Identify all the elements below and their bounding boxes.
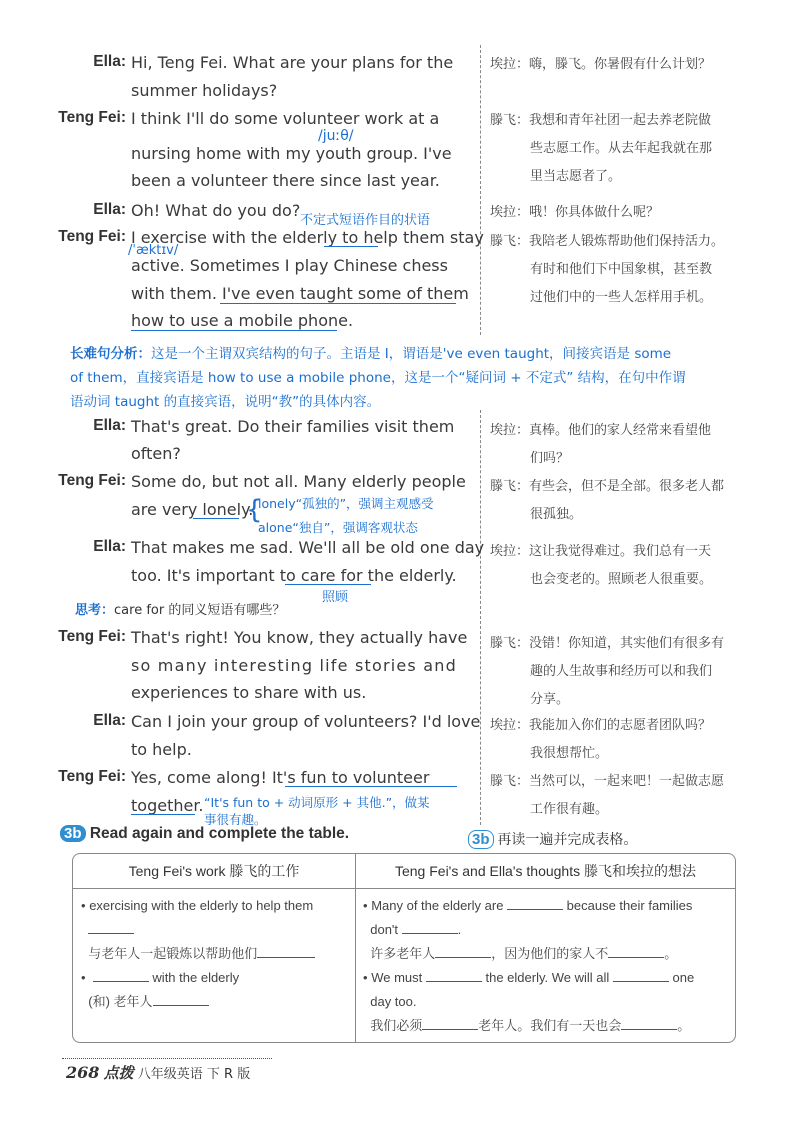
translation-line: 我很想帮忙。 (530, 746, 609, 761)
thought-item-cont (363, 990, 729, 1014)
dialogue-line: That's right! You know, they actually have (131, 628, 468, 647)
period: 。 (677, 1018, 691, 1033)
dialogue-line: are very lonely. (131, 500, 254, 519)
dialogue-line: Yes, come along! It's fun to volunteer (131, 768, 430, 787)
dialogue-line: been a volunteer there since last year. (131, 171, 440, 190)
answer-blank[interactable] (257, 943, 315, 958)
translation-line: 埃拉：真棒。他们的家人经常来看望他 (490, 423, 712, 438)
answer-blank[interactable] (422, 1015, 478, 1030)
bullet: • (81, 898, 86, 913)
translation-line: 们吗？ (530, 451, 570, 466)
dialogue-line: how to use a mobile phone. (131, 311, 354, 330)
translation-line: 趣的人生故事和经历可以和我们 (530, 664, 713, 679)
analysis-text: 这是一个主谓双宾结构的句子。主语是 I，谓语是've even taught，间接宾语是 some (151, 346, 672, 362)
analysis-line: 语动词 taught 的直接宾语，说明“教”的具体内容。 (70, 394, 381, 410)
thought-text: Many of the elderly are (371, 898, 504, 913)
work-item-text: with the elderly (152, 970, 240, 985)
speaker-label: Teng Fei: (58, 472, 126, 489)
analysis-line (70, 342, 750, 366)
answer-blank[interactable] (426, 967, 482, 982)
dialogue-line: together. (131, 796, 204, 815)
task-instruction: Read again and complete the table. (89, 825, 350, 842)
brace-mark: { (246, 495, 263, 525)
thought-text: because their families (566, 898, 693, 913)
answer-blank[interactable] (608, 943, 664, 958)
answer-blank[interactable] (507, 895, 563, 910)
sentence-analysis (70, 342, 750, 414)
translation-line: 里当志愿者了。 (530, 169, 622, 184)
completion-table (72, 853, 736, 1043)
work-item-text: exercising with the elderly to help them (89, 898, 314, 913)
vocab-annotation: alone“独自”，强调客观状态 (258, 520, 418, 535)
speaker-label: Ella: (93, 417, 126, 434)
translation-line: 埃拉：嗨，滕飞。你暑假有什么计划？ (490, 57, 712, 72)
dialogue-line: Can I join your group of volunteers? I'd love (131, 712, 481, 731)
thought-text: one (672, 970, 695, 985)
task-badge: 3b (60, 825, 86, 842)
translation-line: 很孤独。 (530, 507, 583, 522)
underline-mark (131, 814, 195, 815)
bullet: • (363, 970, 368, 985)
think-prompt (75, 599, 285, 618)
underline-mark (193, 518, 239, 519)
footer-rule (62, 1058, 272, 1059)
answer-blank[interactable] (613, 967, 669, 982)
page-number: 268 (66, 1063, 100, 1082)
dialogue-line: often? (131, 444, 181, 463)
thought-item-cn (363, 942, 729, 966)
thought-text: the elderly. We will all (485, 970, 610, 985)
period: 。 (664, 946, 678, 961)
translation-line: 过他们中的一些人怎样用手机。 (530, 290, 713, 305)
thought-cn-text: ，因为他们的家人不 (491, 946, 609, 961)
underline-mark (220, 303, 456, 304)
thought-item (363, 894, 729, 918)
answer-blank[interactable] (88, 919, 134, 934)
dialogue-line (131, 228, 484, 247)
table-column-divider (355, 888, 356, 1042)
speaker-label: Ella: (93, 53, 126, 70)
translation-line: 埃拉：这让我觉得难过。我们总有一天 (490, 544, 712, 559)
dialogue-line: experiences to share with us. (131, 683, 367, 702)
task-heading-cn (468, 829, 637, 849)
meaning-annotation: 照顾 (322, 590, 349, 605)
analysis-line: of them，直接宾语是 how to use a mobile phone，这是一个“疑问词 + 不定式” 结构，在句中作谓 (70, 370, 686, 386)
dialogue-line: Hi, Teng Fei. What are your plans for the (131, 53, 454, 72)
dialogue-line: summer holidays? (131, 81, 278, 100)
table-cell-work (81, 894, 353, 1014)
bullet: • (81, 970, 86, 985)
dialogue-line: to help. (131, 740, 192, 759)
thought-text: day too. (370, 994, 417, 1009)
translation-line: 滕飞：没错！你知道，其实他们有很多有 (490, 636, 725, 651)
speaker-label: Teng Fei: (58, 768, 126, 785)
answer-blank[interactable] (153, 991, 209, 1006)
task-badge-cn: 3b (468, 830, 494, 849)
dialogue-line: so many interesting life stories and (131, 656, 457, 675)
translation-line: 也会变老的。照顾老人很重要。 (530, 572, 713, 587)
dialogue-text: I exercise with the elderly to help them stay (131, 228, 484, 247)
thought-item-cont (363, 918, 729, 942)
dialogue-line: with them. I've even taught some of them (131, 284, 469, 303)
translation-line: 滕飞：当然可以，一起来吧！一起做志愿 (490, 774, 725, 789)
column-divider-top (480, 45, 481, 335)
column-divider-bottom (480, 410, 481, 825)
work-item-blank-line (81, 918, 353, 942)
translation-line: 有时和他们下中国象棋，甚至教 (530, 262, 713, 277)
thought-item (363, 966, 729, 990)
work-item-cn-text: 与老年人一起锻炼以帮助他们 (88, 946, 258, 961)
speaker-label: Teng Fei: (58, 109, 126, 126)
work-item-cn (81, 990, 353, 1014)
underline-mark (285, 584, 371, 585)
grammar-annotation: 事很有趣。 (204, 812, 267, 827)
dialogue-line: I think I'll do some volunteer work at a (131, 109, 440, 128)
dialogue-line: That's great. Do their families visit them (131, 417, 455, 436)
answer-blank[interactable] (621, 1015, 677, 1030)
page-footer (66, 1062, 250, 1083)
dialogue-line: Some do, but not all. Many elderly people (131, 472, 466, 491)
task-instruction-cn: 再读一遍并完成表格。 (497, 831, 638, 847)
speaker-label: Ella: (93, 201, 126, 218)
translation-line: 滕飞：有些会，但不是全部。很多老人都 (490, 479, 725, 494)
thought-text: We must (371, 970, 423, 985)
thought-cn-text: 老年人。我们有一天也会 (478, 1018, 622, 1033)
speaker-label: Ella: (93, 712, 126, 729)
grammar-annotation: 不定式短语作目的状语 (300, 213, 431, 228)
answer-blank[interactable] (402, 919, 458, 934)
thought-text: don't (370, 922, 399, 937)
translation-line: 工作很有趣。 (530, 802, 609, 817)
work-item (81, 894, 353, 918)
work-item (81, 966, 353, 990)
grammar-annotation: “It's fun to + 动词原形 + 其他.”，做某 (204, 795, 430, 810)
speaker-label: Teng Fei: (58, 228, 126, 245)
translation-line: 滕飞：我陪老人锻炼帮助他们保持活力。 (490, 234, 725, 249)
dialogue-line: Oh! What do you do? (131, 201, 301, 220)
task-heading (60, 825, 349, 843)
period: . (457, 922, 462, 937)
translation-line: 滕飞：我想和青年社团一起去养老院做 (490, 113, 712, 128)
translation-line: 埃拉：哦！你具体做什么呢？ (490, 205, 660, 220)
book-title: 八年级英语 下 R 版 (137, 1067, 251, 1082)
table-header-thoughts: Teng Fei's and Ella's thoughts 滕飞和埃拉的想法 (356, 854, 735, 889)
bullet: • (363, 898, 368, 913)
translation-line: 分享。 (530, 692, 570, 707)
underline-mark (324, 246, 378, 247)
work-item-cn-text: (和) 老年人 (88, 994, 153, 1009)
underline-mark (285, 786, 457, 787)
vocab-annotation: lonely“孤独的”，强调主观感受 (258, 496, 434, 511)
dialogue-line: active. Sometimes I play Chinese chess (131, 256, 448, 275)
phonetic-annotation: /ˈæktɪv/ (128, 243, 179, 258)
thought-cn-text: 许多老年人 (370, 946, 436, 961)
answer-blank[interactable] (435, 943, 491, 958)
speaker-label: Teng Fei: (58, 628, 126, 645)
translation-line: 埃拉：我能加入你们的志愿者团队吗？ (490, 718, 712, 733)
think-label: 思考： (75, 603, 115, 618)
dialogue-line: too. It's important to care for the elderly. (131, 566, 457, 585)
underline-mark (131, 330, 337, 331)
thought-item-cn (363, 1014, 729, 1038)
answer-blank[interactable] (93, 967, 149, 982)
table-header-work: Teng Fei's work 滕飞的工作 (73, 854, 356, 889)
table-cell-thoughts (363, 894, 729, 1038)
dialogue-line: nursing home with my youth group. I've (131, 144, 452, 163)
think-text: care for 的同义短语有哪些？ (114, 603, 286, 618)
work-item-cn (81, 942, 353, 966)
analysis-label: 长难句分析： (70, 346, 151, 362)
phonetic-annotation: /juːθ/ (318, 128, 354, 144)
translation-line: 些志愿工作。从去年起我就在那 (530, 141, 713, 156)
speaker-label: Ella: (93, 538, 126, 555)
thought-cn-text: 我们必须 (370, 1018, 423, 1033)
dialogue-line: That makes me sad. We'll all be old one day (131, 538, 485, 557)
brand-name: 点拨 (103, 1064, 134, 1082)
